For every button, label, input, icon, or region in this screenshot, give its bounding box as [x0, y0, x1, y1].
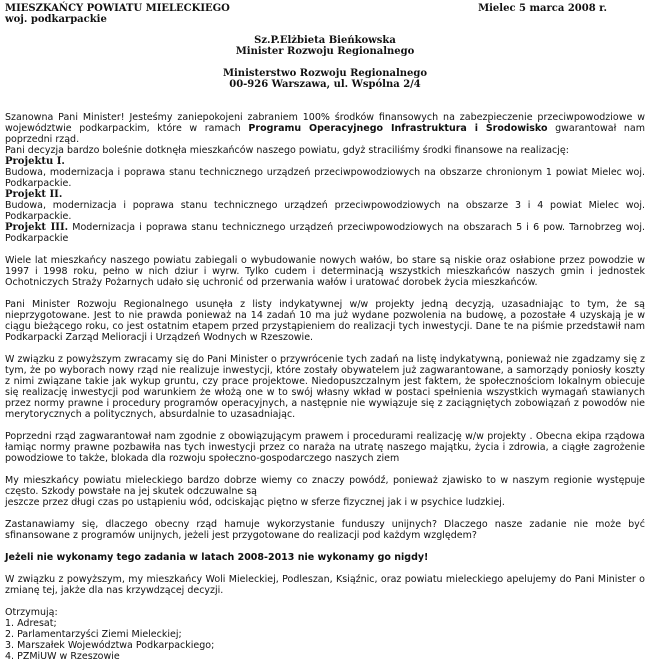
distribution-item: 2. Parlamentarzyści Ziemi Mieleckiej;	[5, 629, 182, 640]
recipient-address: 00-926 Warszawa, ul. Wspólna 2/4	[229, 79, 421, 90]
paragraph-intro: Szanowna Pani Minister! Jesteśmy zaniepokojeni zabraniem 100% środków finansowych na zabezpieczenie przeciwpowodziowe w województwie podkarpackim, które w ramach Programu Operacyjnego Infrastruktura i Środowisko gwarantował nam poprzedni rząd.	[5, 112, 645, 145]
paragraph-levees: Wiele lat mieszkańcy naszego powiatu zabiegali o wybudowanie nowych wałów, bo stare są niskie oraz osłabione przez powodzie w 1997 i 1998 roku, pełno w nich dziur i wyrw. Tylko cudem i determinacją wszystkich mieszkańców naszych gmin i jednostek Ochotniczych Straży Pożarnych udało się uchronić od przerwania wałów i uratować dorobek życia mieszkańców.	[5, 255, 645, 288]
distribution-item: 3. Marszałek Województwa Podkarpackiego;	[5, 640, 215, 651]
project-3-label: Projekt III.	[5, 222, 69, 233]
distribution-item: 4. PZMiUW w Rzeszowie	[5, 651, 120, 662]
distribution-item: 1. Adresat;	[5, 618, 57, 629]
project-1-label: Projektu I.	[5, 156, 65, 167]
distribution-list	[5, 607, 645, 662]
recipient-block	[5, 35, 645, 90]
project-1-text: Budowa, modernizacja i poprawa stanu technicznego urządzeń przeciwpowodziowych na obszarze chronionym 1 powiat Mielec woj. Podkarpackie.	[5, 167, 645, 189]
letter-header	[5, 3, 645, 25]
letter-date: Mielec 5 marca 2008 r.	[478, 3, 607, 14]
distribution-heading: Otrzymują:	[5, 607, 58, 618]
sender-region: woj. podkarpackie	[5, 14, 107, 25]
paragraph-flood: My mieszkańcy powiatu mieleckiego bardzo dobrze wiemy co znaczy powódź, ponieważ zjawisko to w naszym regionie występuje często. Szkody powstałe na jej skutek odczuwalne są jeszcze przez długi czas po ustąpieniu wód, odciskając piętno w sferze fizycznej jak i w psychice ludzkiej.	[5, 475, 645, 508]
paragraph-request: W związku z powyższym zwracamy się do Pani Minister o przywrócenie tych zadań na listę indykatywną, ponieważ nie zgadzamy się z tym, że po wyborach nowy rząd nie realizuje inwestycji, które zostały obywatelem już zagwarantowane, a samorządy poniosły koszty z nimi związane takie jak wykup gruntu, czy prace projektowe. Niedopuszczalnym jest faktem, że społecznościom lokalnym obiecuje się realizację inwestycji pod warunkiem że włożą one w to swój własny wkład w postaci spełnienia wszystkich wymagań stawianych przez normy prawne i procedury programów operacyjnych, a następnie nie wywiązuje się z zaciągniętych zobowiązań z powodów nie merytorycznych a politycznych, absurdalnie to uzasadniając.	[5, 354, 645, 420]
recipient-name: Sz.P.Elżbieta Bieńkowska	[254, 35, 396, 46]
paragraph-guarantee: Poprzedni rząd zagwarantował nam zgodnie z obowiązującym prawem i procedurami realizację w/w projekty . Obecna ekipa rządowa łamiąc normy prawne pozbawiła nas tych inwestycji przez co naraża na utratę naszego majątku, życia i zdrowia, a ciągłe zagrożenie powodziowe to także, blokada dla rozwoju społeczno-gospodarczego naszych ziem	[5, 431, 645, 464]
recipient-title: Minister Rozwoju Regionalnego	[235, 46, 415, 57]
paragraph-decision: Pani decyzja bardzo boleśnie dotknęła mieszkańców naszego powiatu, gdyż straciliśmy środki finansowe na realizację:	[5, 145, 569, 156]
program-name: Programu Operacyjnego Infrastruktura i Środowisko	[248, 123, 548, 134]
letter-body	[5, 112, 645, 596]
sender-name: MIESZKAŃCY POWIATU MIELECKIEGO	[5, 3, 230, 14]
paragraph-question: Zastanawiamy się, dlaczego obecny rząd hamuje wykorzystanie funduszy unijnych? Dlaczego nasze zadanie nie może być sfinansowane z programów unijnych, jeżeli jest przygotowane do realizacji pod każdym względem?	[5, 519, 645, 541]
paragraph-removal: Pani Minister Rozwoju Regionalnego usunęła z listy indykatywnej w/w projekty jedną decyzją, uzasadniając to tym, że są nieprzygotowane. Jest to nie prawda ponieważ na 14 zadań 10 ma już wydane pozwolenia na budowę, a pozostałe 4 uzyskają je w ciągu bieżącego roku, co jest ostatnim etapem przed przystąpieniem do realizacji tych inwestycji. Dane te na piśmie przedstawił nam Podkarpacki Zarząd Melioracji i Urządzeń Wodnych w Rzeszowie.	[5, 299, 645, 343]
project-2-label: Projekt II.	[5, 189, 63, 200]
recipient-institution: Ministerstwo Rozwoju Regionalnego	[222, 68, 428, 79]
project-2-text: Budowa, modernizacja i poprawa stanu technicznego urządzeń przeciwpowodziowych na obszarze 3 i 4 powiat Mielec woj. Podkarpackie.	[5, 200, 645, 222]
paragraph-appeal: W związku z powyższym, my mieszkańcy Woli Mieleckiej, Podleszan, Ksiąźnic, oraz powiatu mieleckiego apelujemy do Pani Minister o zmianę tej, jakże dla nas krzywdzącej decyzji.	[5, 574, 645, 596]
paragraph-emphasis: Jeżeli nie wykonamy tego zadania w latach 2008-2013 nie wykonamy go nigdy!	[5, 552, 429, 563]
project-3: Projekt III. Modernizacja i poprawa stanu technicznego urządzeń przeciwpowodziowych na obszarach 5 i 6 pow. Tarnobrzeg woj. Podkarpackie	[5, 222, 646, 244]
